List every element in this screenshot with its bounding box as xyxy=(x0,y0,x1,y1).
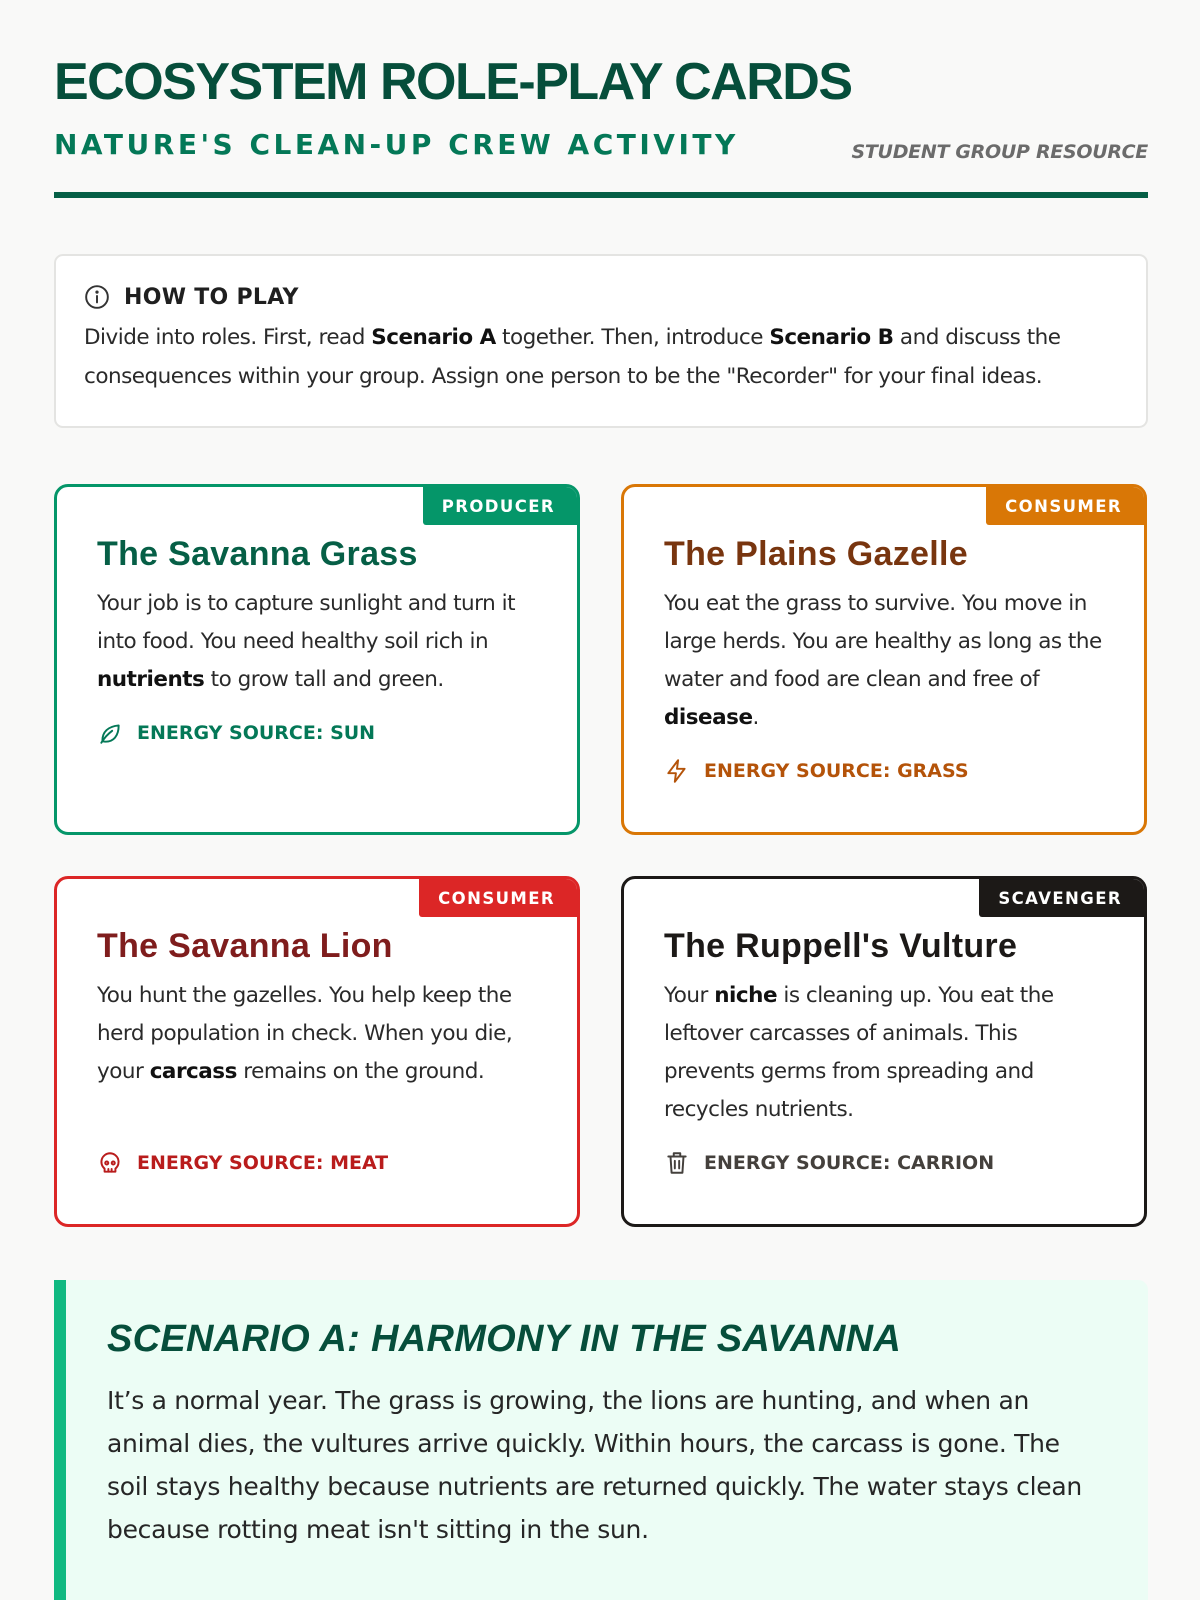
role-badge: SCAVENGER xyxy=(979,879,1144,917)
role-badge: PRODUCER xyxy=(423,487,577,525)
role-card-title: The Ruppell's Vulture xyxy=(664,927,1018,965)
role-card-gazelle xyxy=(621,484,1147,835)
leaf-icon xyxy=(97,720,123,746)
role-badge: CONSUMER xyxy=(419,879,577,917)
scenario-a-ref: Scenario A xyxy=(371,325,496,350)
lightning-icon xyxy=(664,758,690,784)
energy-source: ENERGY SOURCE: CARRION xyxy=(664,1150,994,1176)
role-badge: CONSUMER xyxy=(986,487,1144,525)
page-title: ECOSYSTEM ROLE-PLAY CARDS xyxy=(54,53,852,111)
how-to-play-text: Divide into roles. First, read Scenario A together. Then, introduce Scenario B and discuss the consequences within your group. Assign one person to be the "Recorder" for your final ideas. xyxy=(84,325,1061,389)
energy-source: ENERGY SOURCE: SUN xyxy=(97,720,375,746)
scenario-b-ref: Scenario B xyxy=(769,325,894,350)
role-card-description: You eat the grass to survive. You move in large herds. You are healthy as long as the water and food are clean and free of disease. xyxy=(664,591,1102,730)
how-to-play-title: HOW TO PLAY xyxy=(124,284,299,310)
scenario-a-text: It’s a normal year. The grass is growing, the lions are hunting, and when an animal dies, the vultures arrive quickly. Within hours, the carcass is gone. The soil stays healthy because nutrients are returned quickly. The water stays clean because rotting meat isn't sitting in the sun. xyxy=(107,1386,1082,1544)
skull-icon xyxy=(97,1150,123,1176)
page-subtitle: NATURE'S CLEAN-UP CREW ACTIVITY xyxy=(54,128,739,161)
role-card-description: Your job is to capture sunlight and turn it into food. You need healthy soil rich in nutrients to grow tall and green. xyxy=(97,591,516,692)
scenario-a-box xyxy=(54,1280,1148,1600)
role-card-title: The Savanna Lion xyxy=(97,927,393,965)
trash-icon xyxy=(664,1150,690,1176)
resource-label: STUDENT GROUP RESOURCE xyxy=(851,141,1148,163)
header-divider xyxy=(54,192,1148,198)
energy-source: ENERGY SOURCE: MEAT xyxy=(97,1150,388,1176)
role-card-vulture xyxy=(621,876,1147,1227)
role-card-description: Your niche is cleaning up. You eat the leftover carcasses of animals. This prevents germs from spreading and recycles nutrients. xyxy=(664,983,1054,1122)
info-icon xyxy=(84,284,110,310)
role-card-title: The Savanna Grass xyxy=(97,535,418,573)
how-to-play-box xyxy=(54,254,1148,428)
role-card-grass xyxy=(54,484,580,835)
scenario-a-title: SCENARIO A: HARMONY IN THE SAVANNA xyxy=(107,1318,902,1360)
energy-source: ENERGY SOURCE: GRASS xyxy=(664,758,969,784)
role-card-title: The Plains Gazelle xyxy=(664,535,968,573)
how-to-play-header xyxy=(84,282,1120,312)
role-card-description: You hunt the gazelles. You help keep the herd population in check. When you die, your carcass remains on the ground. xyxy=(97,983,513,1084)
role-card-lion xyxy=(54,876,580,1227)
